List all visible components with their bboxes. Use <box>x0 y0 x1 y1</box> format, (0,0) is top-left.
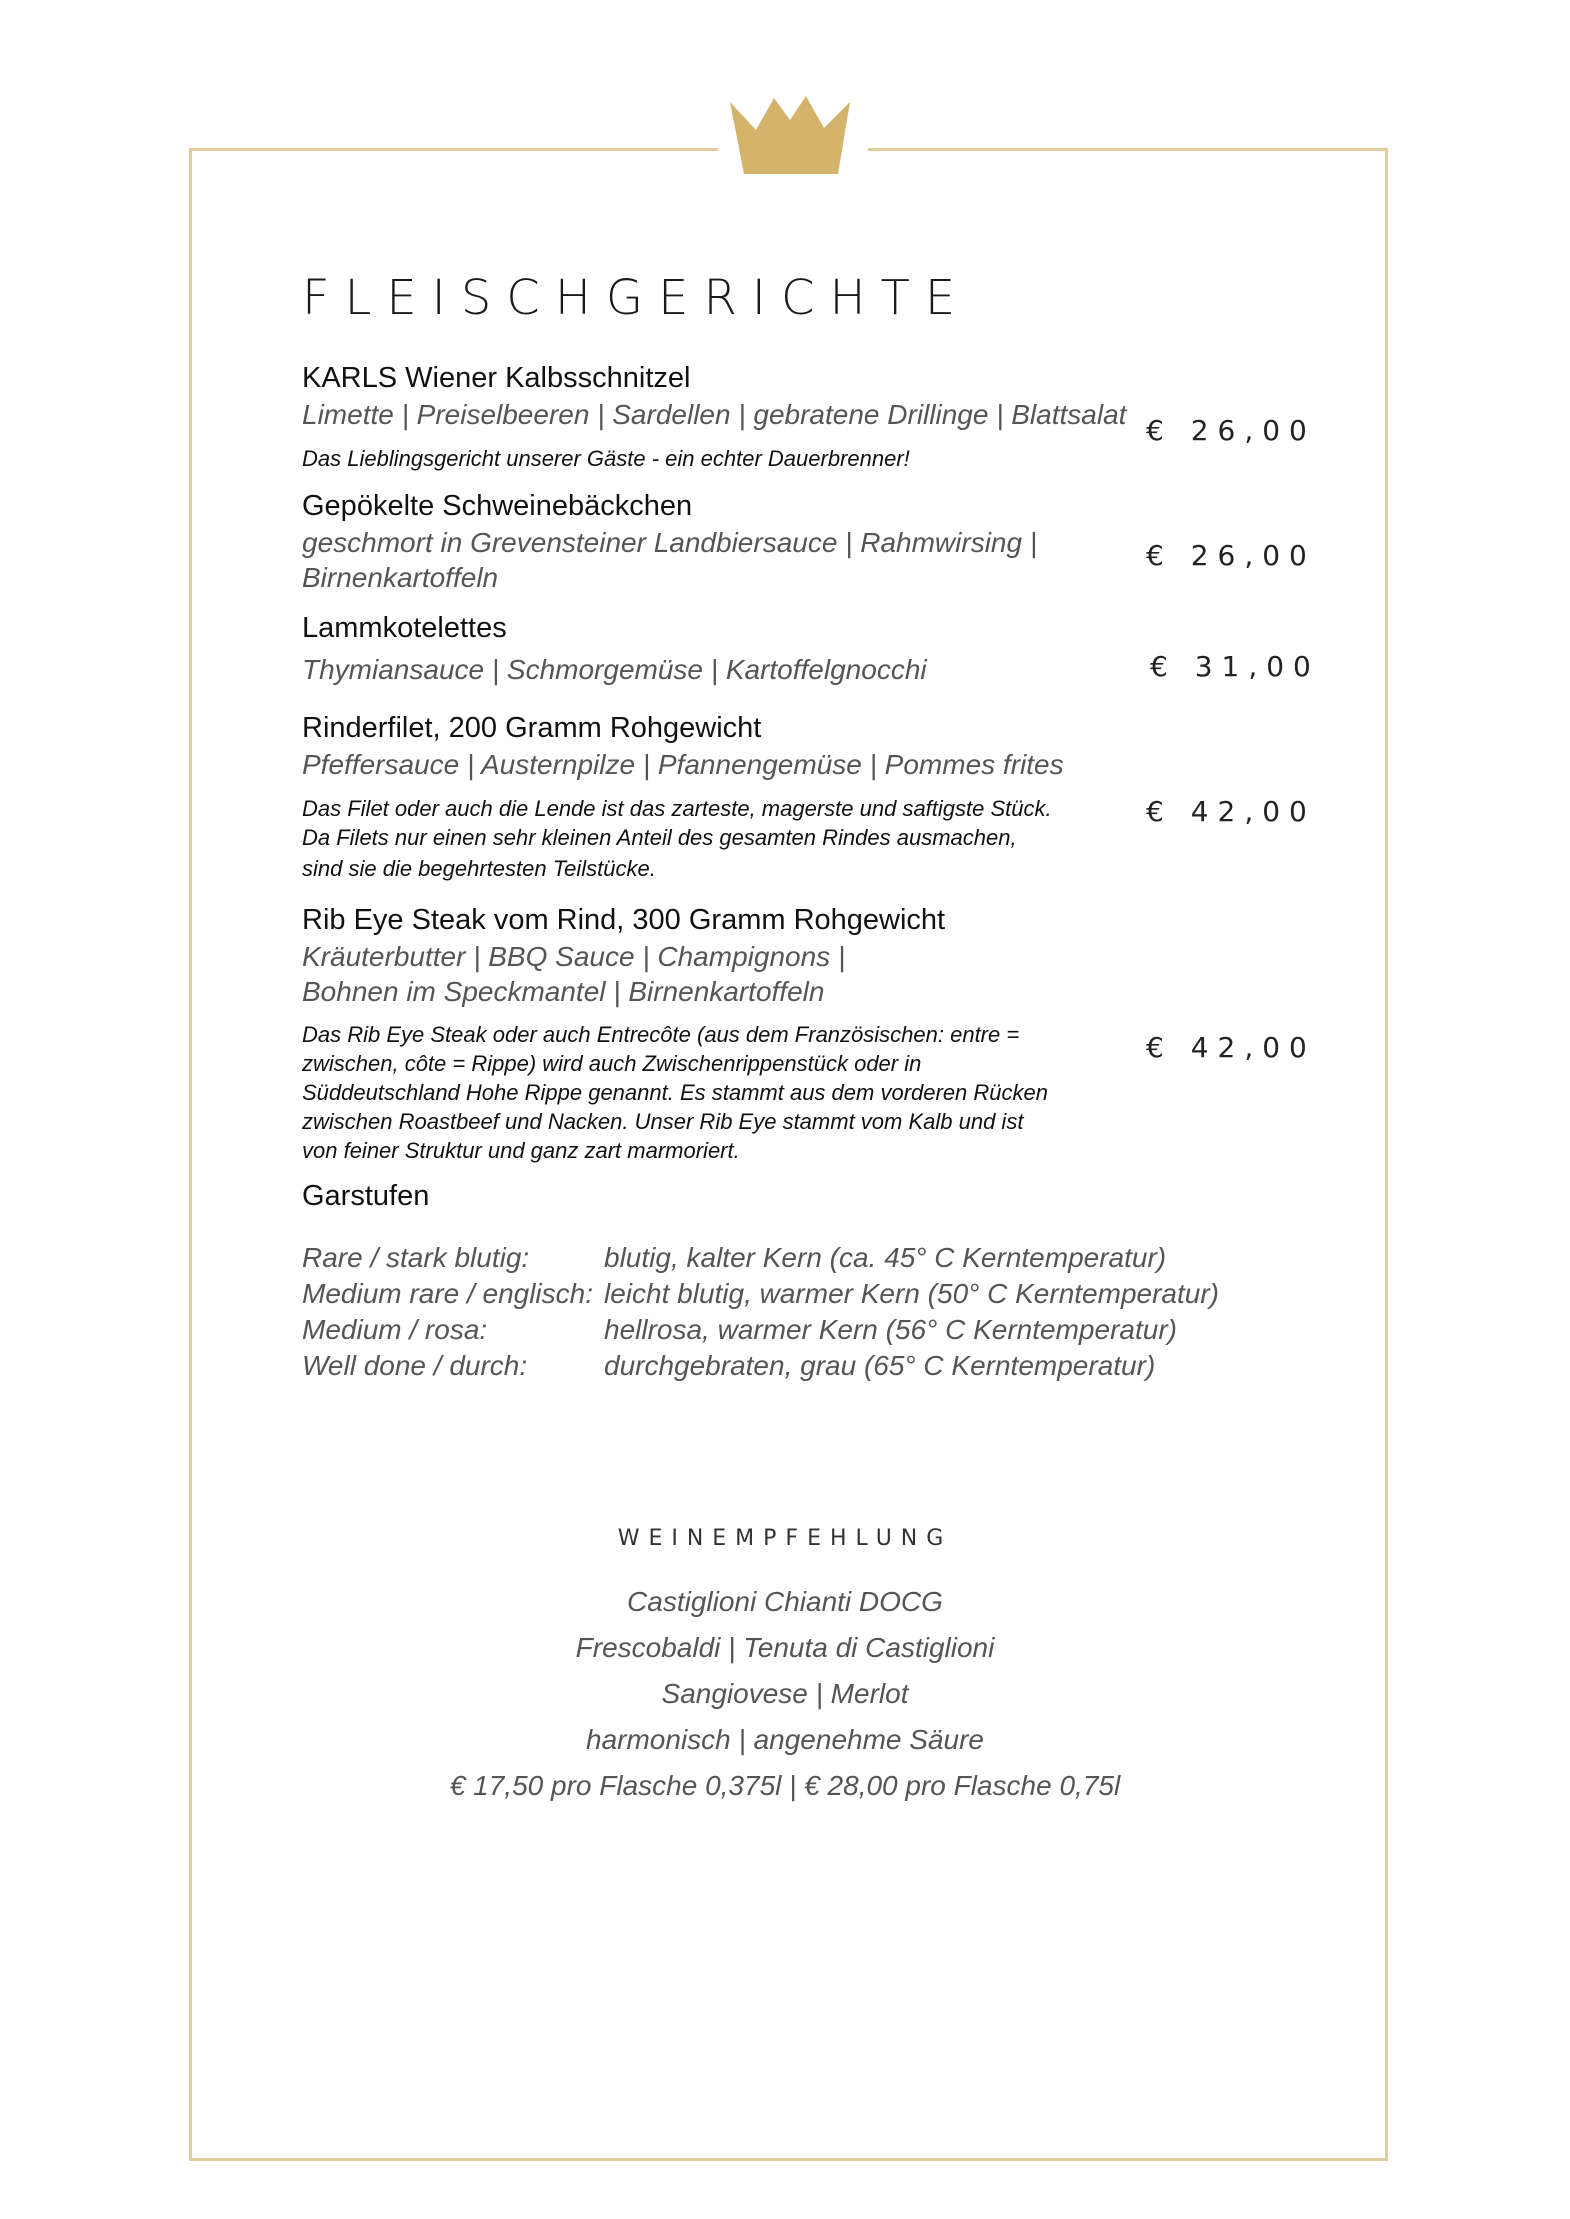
dish-note: Das Rib Eye Steak oder auch Entrecôte (aus dem Französischen: entre = <box>302 1022 1020 1047</box>
dish-note: von feiner Struktur und ganz zart marmoriert. <box>302 1138 740 1163</box>
dish-note: Da Filets nur einen sehr kleinen Anteil des gesamten Rindes ausmachen, <box>302 825 1017 850</box>
dish-description: Thymiansauce | Schmorgemüse | Kartoffelgnocchi <box>302 654 927 685</box>
dish-description: Pfeffersauce | Austernpilze | Pfannengemüse | Pommes frites <box>302 749 1064 780</box>
page-title: FLEISCHGERICHTE <box>302 270 971 326</box>
dish-price: € 42,00 <box>1146 795 1316 828</box>
dish-price: € 26,00 <box>1146 539 1316 572</box>
wine-line: Frescobaldi | Tenuta di Castiglioni <box>575 1632 995 1663</box>
garstufen-row <box>302 1348 1219 1384</box>
dish-price: € 31,00 <box>1150 650 1320 683</box>
wine-heading: WEINEMPFEHLUNG <box>617 1526 953 1551</box>
dish-description: Limette | Preiselbeeren | Sardellen | gebratene Drillinge | Blattsalat <box>302 399 1127 430</box>
wine-line: € 17,50 pro Flasche 0,375l | € 28,00 pro Flasche 0,75l <box>449 1770 1121 1801</box>
garstufen-desc: hellrosa, warmer Kern (56° C Kerntemperatur) <box>604 1314 1177 1345</box>
dish-description: geschmort in Grevensteiner Landbiersauce | Rahmwirsing | <box>302 527 1038 558</box>
dish-name: Rinderfilet, 200 Gramm Rohgewicht <box>302 712 762 744</box>
dish-price: € 26,00 <box>1146 414 1316 447</box>
garstufen-level: Well done / durch: <box>302 1350 528 1381</box>
garstufen-row <box>302 1276 1219 1312</box>
garstufen-level: Rare / stark blutig: <box>302 1242 530 1273</box>
wine-line: Sangiovese | Merlot <box>661 1678 909 1709</box>
frame-top-left-line <box>189 148 718 151</box>
dish-note: sind sie die begehrtesten Teilstücke. <box>302 856 656 881</box>
dish-note: Das Lieblingsgericht unserer Gäste - ein echter Dauerbrenner! <box>302 446 910 471</box>
dish-name: KARLS Wiener Kalbsschnitzel <box>302 362 691 394</box>
garstufen-desc: durchgebraten, grau (65° C Kerntemperatur) <box>604 1350 1156 1381</box>
frame-top-right-line <box>868 148 1388 151</box>
dish-description: Kräuterbutter | BBQ Sauce | Champignons | <box>302 941 846 972</box>
garstufen-desc: leicht blutig, warmer Kern (50° C Kerntemperatur) <box>604 1278 1219 1309</box>
dish-note: Süddeutschland Hohe Rippe genannt. Es stammt aus dem vorderen Rücken <box>302 1080 1048 1105</box>
dish-name: Gepökelte Schweinebäckchen <box>302 490 693 522</box>
dish-name: Rib Eye Steak vom Rind, 300 Gramm Rohgewicht <box>302 904 946 936</box>
garstufen-level: Medium / rosa: <box>302 1314 488 1345</box>
garstufen-table <box>302 1240 1219 1384</box>
dish-note: zwischen Roastbeef und Nacken. Unser Rib Eye stammt vom Kalb und ist <box>302 1109 1024 1134</box>
wine-line: Castiglioni Chianti DOCG <box>627 1586 943 1617</box>
wine-line: harmonisch | angenehme Säure <box>586 1724 984 1755</box>
dish-note: zwischen, côte = Rippe) wird auch Zwischenrippenstück oder in <box>302 1051 922 1076</box>
garstufen-row <box>302 1312 1219 1348</box>
dish-description: Bohnen im Speckmantel | Birnenkartoffeln <box>302 976 825 1007</box>
garstufen-level: Medium rare / englisch: <box>302 1278 594 1309</box>
crown-icon <box>726 90 854 182</box>
garstufen-desc: blutig, kalter Kern (ca. 45° C Kerntemperatur) <box>604 1242 1167 1273</box>
dish-description: Birnenkartoffeln <box>302 562 499 593</box>
garstufen-row <box>302 1240 1219 1276</box>
dish-note: Das Filet oder auch die Lende ist das zarteste, magerste und saftigste Stück. <box>302 796 1052 821</box>
garstufen-title: Garstufen <box>302 1180 430 1212</box>
dish-name: Lammkotelettes <box>302 612 507 644</box>
dish-price: € 42,00 <box>1146 1031 1316 1064</box>
